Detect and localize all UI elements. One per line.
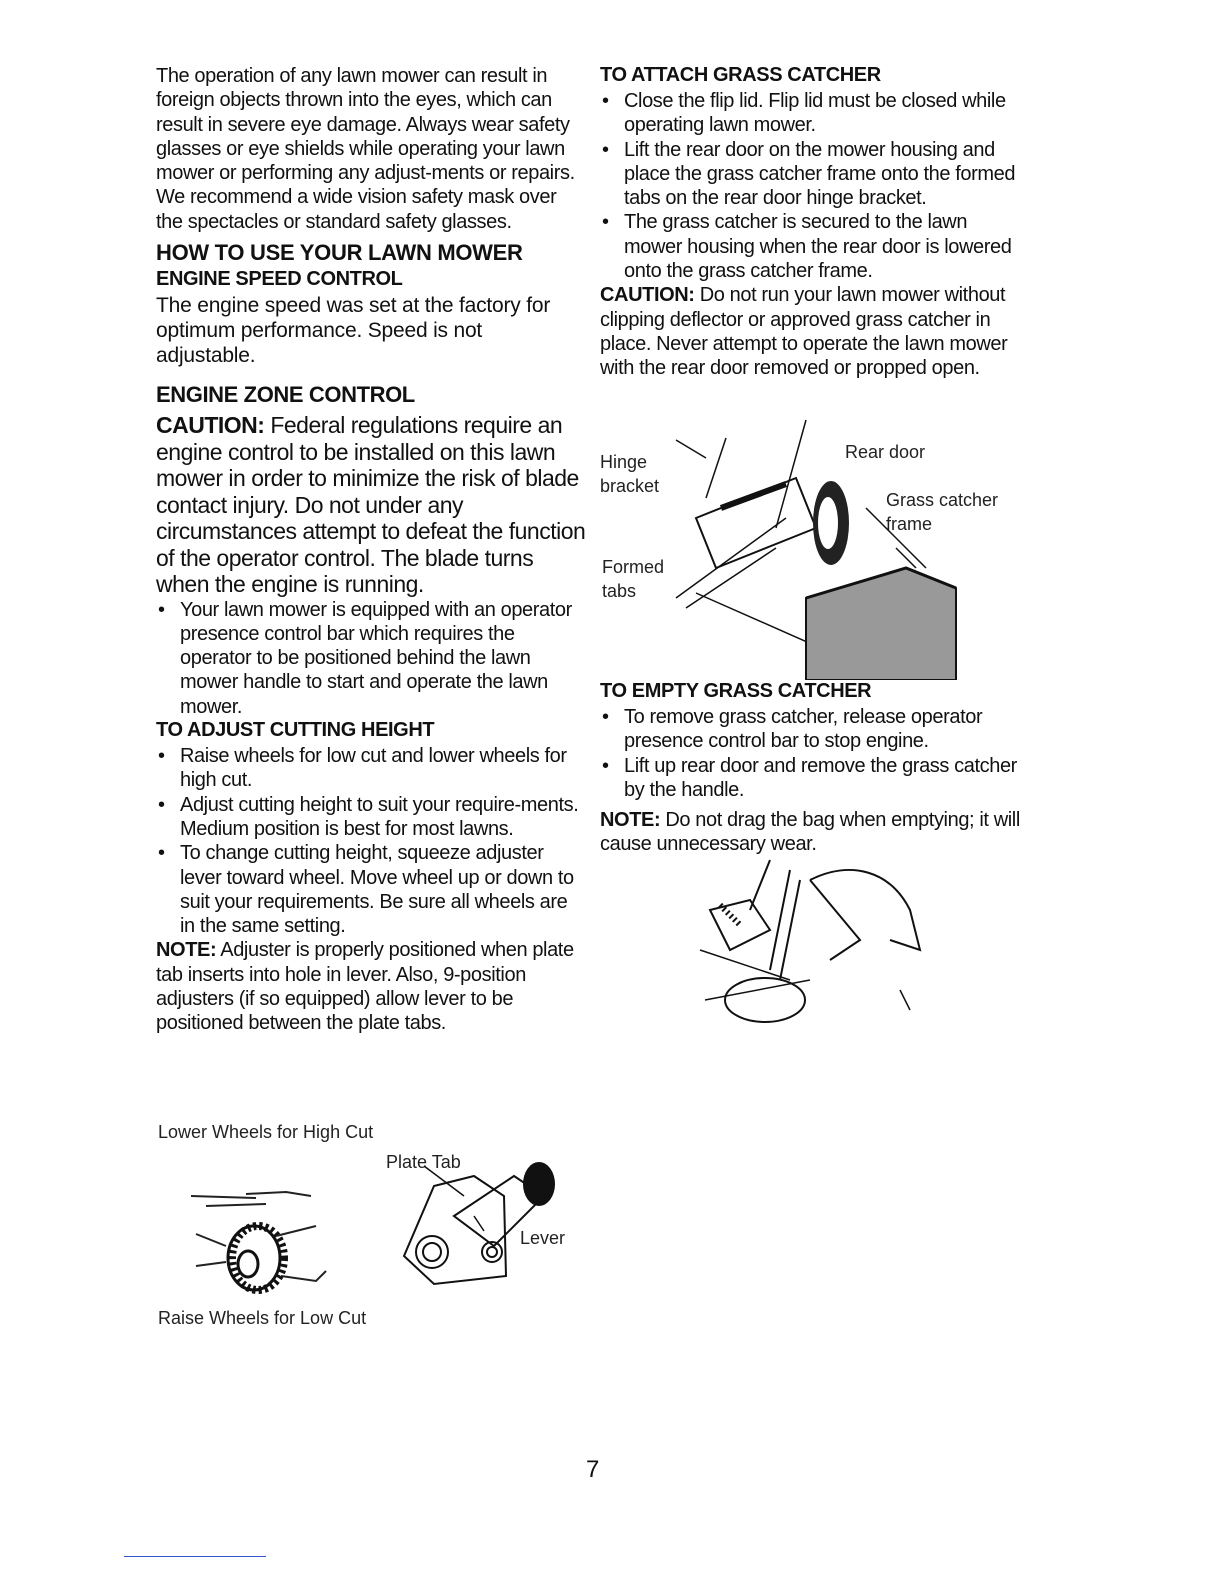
- grass-catcher-frame-caption: Grass catcher frame: [886, 490, 999, 534]
- list-item: • To remove grass catcher, release operator presence control bar to stop engine.: [600, 705, 1020, 754]
- plate-tab-caption: Plate Tab: [386, 1152, 461, 1172]
- engine-zone-heading: ENGINE ZONE CONTROL: [156, 382, 415, 408]
- hinge-bracket-caption: Hinge bracket: [600, 452, 660, 496]
- engine-zone-caution: [156, 412, 586, 598]
- empty-catcher-bullets: [600, 705, 1020, 802]
- wheel-illustration: [186, 1176, 336, 1296]
- cutting-height-note: [156, 938, 586, 1035]
- intro-paragraph: The operation of any lawn mower can result in foreign objects thrown into the eyes, which can result in severe eye damage. Always wear safety glasses or eye shields while operating your lawn mower or performing any adjust-ments or repairs. We recommend a wide vision safety mask over the spectacles or standard safety glasses.: [156, 65, 575, 233]
- footer-rule: [124, 1556, 266, 1557]
- empty-catcher-section: [600, 680, 1020, 857]
- page-number: 7: [586, 1456, 600, 1483]
- cutting-height-heading: TO ADJUST CUTTING HEIGHT: [156, 719, 435, 742]
- list-item: • Lift up rear door and remove the grass catcher by the handle.: [600, 754, 1020, 803]
- note-label: NOTE:: [156, 939, 217, 962]
- how-to-use-heading: HOW TO USE YOUR LAWN MOWER: [156, 240, 523, 266]
- lever-caption: Lever: [520, 1228, 566, 1248]
- list-item: • To change cutting height, squeeze adjuster lever toward wheel. Move wheel up or down to suit your requirements. Be sure all wheels are in the same setting.: [156, 841, 586, 938]
- list-item: • Adjust cutting height to suit your require-ments. Medium position is best for most lawns.: [156, 793, 586, 842]
- formed-tabs-caption: Formed tabs: [602, 557, 665, 601]
- right-column: [600, 64, 1020, 381]
- list-item: • Close the flip lid. Flip lid must be closed while operating lawn mower.: [600, 89, 1020, 138]
- caution-label: CAUTION:: [156, 412, 265, 439]
- grass-catcher-illustration: [666, 418, 966, 680]
- note-label: NOTE:: [600, 809, 661, 832]
- list-item: • Lift the rear door on the mower housing and place the grass catcher frame onto the formed tabs on the rear door hinge bracket.: [600, 138, 1020, 211]
- note-text: Do not drag the bag when emptying; it will cause unnecessary wear.: [600, 809, 1020, 856]
- engine-speed-heading: ENGINE SPEED CONTROL: [156, 268, 403, 291]
- plate-tab-lever-illustration: [394, 1156, 564, 1296]
- emptying-catcher-illustration: [690, 850, 930, 1030]
- caution-text: Federal regulations require an engine control to be installed on this lawn mower in order to minimize the risk of blade contact injury. Do not under any circumstances attempt to defeat the function of the operator control. The blade turns when the engine is running.: [156, 412, 586, 598]
- cutting-height-bullets: [156, 744, 586, 938]
- left-column: [156, 64, 586, 1036]
- empty-catcher-heading: TO EMPTY GRASS CATCHER: [600, 680, 872, 702]
- list-item: • The grass catcher is secured to the lawn mower housing when the rear door is lowered onto the grass catcher frame.: [600, 210, 1020, 283]
- caution-text: Do not run your lawn mower without clipping deflector or approved grass catcher in place. Never attempt to operate the lawn mower with the rear door removed or propped open.: [600, 284, 1008, 380]
- lower-wheels-caption: Lower Wheels for High Cut: [158, 1122, 374, 1142]
- attach-catcher-heading: TO ATTACH GRASS CATCHER: [600, 64, 881, 86]
- list-item: • Raise wheels for low cut and lower wheels for high cut.: [156, 744, 586, 793]
- attach-catcher-caution: [600, 283, 1020, 380]
- list-item: • Your lawn mower is equipped with an operator presence control bar which requires the operator to be positioned behind the lawn mower handle to start and operate the lawn mower.: [156, 598, 586, 719]
- raise-wheels-caption: Raise Wheels for Low Cut: [158, 1308, 367, 1328]
- caution-label: CAUTION:: [600, 284, 695, 307]
- attach-catcher-bullets: [600, 89, 1020, 283]
- rear-door-caption: Rear door: [845, 442, 926, 462]
- note-text: Adjuster is properly positioned when plate tab inserts into hole in lever. Also, 9-position adjusters (if so equipped) allow lever to be positioned between the plate tabs.: [156, 939, 574, 1035]
- engine-speed-paragraph: The engine speed was set at the factory for optimum performance. Speed is not adjustable.: [156, 294, 551, 368]
- engine-zone-bullets: [156, 598, 586, 719]
